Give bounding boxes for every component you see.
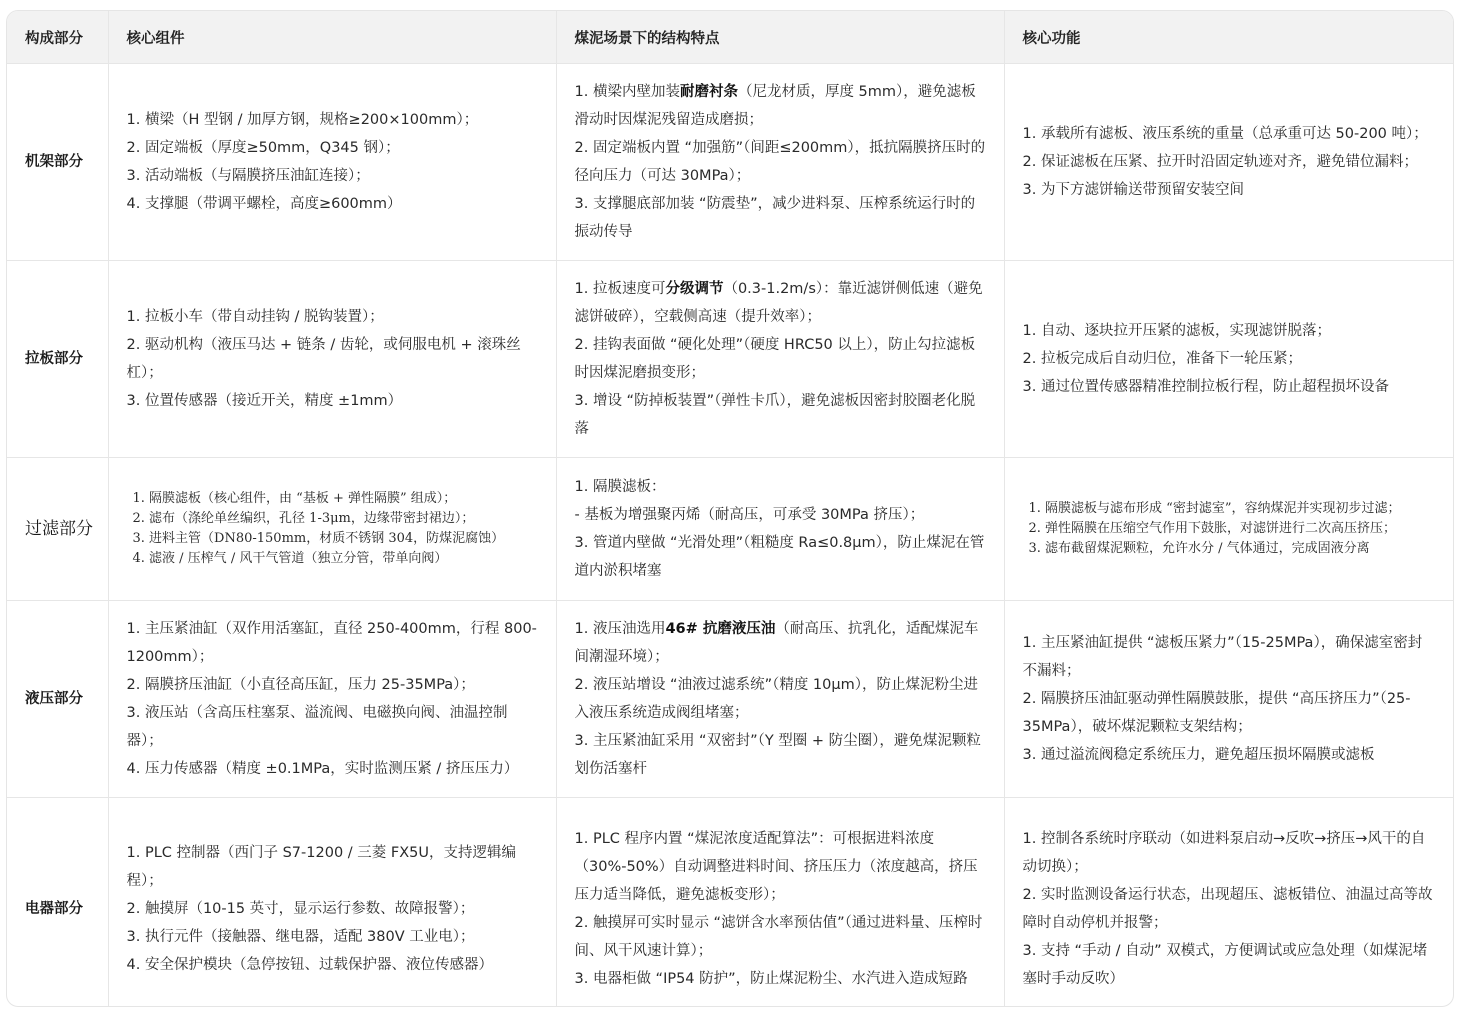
component-item: 4. 支撑腿（带调平螺栓，高度≥600mm） (126, 196, 402, 212)
function-item: 3. 为下方滤饼输送带预留安装空间 (1022, 182, 1244, 198)
functions-cell (1004, 458, 1453, 601)
function-item: 3. 滤布截留煤泥颗粒，允许水分 / 气体通过，完成固液分离 (1028, 541, 1370, 556)
function-item: 1. 主压紧油缸提供 “滤板压紧力”（15-25MPa），确保滤室密封不漏料； (1022, 635, 1423, 679)
function-item: 2. 弹性隔膜在压缩空气作用下鼓胀，对滤饼进行二次高压挤压； (1028, 521, 1397, 536)
part-name: 电器部分 (7, 798, 108, 1008)
feature-item (575, 275, 986, 331)
feature-text: （尼龙材质，厚度 5mm），避免滤板滑动时因煤泥残留造成磨损； (574, 84, 976, 128)
feature-emphasis: 分级调节 (665, 281, 724, 297)
components-cell (108, 261, 556, 458)
feature-item: 3. 管道内壁做 “光滑处理”（粗糙度 Ra≤0.8μm），防止煤泥在管道内淤积堵塞 (574, 535, 985, 579)
component-item: 2. 固定端板（厚度≥50mm，Q345 钢）； (126, 140, 400, 156)
component-item: 3. 进料主管（DN80-150mm，材质不锈钢 304，防煤泥腐蚀） (132, 531, 505, 546)
feature-item: - 基板为增强聚丙烯（耐高压，可承受 30MPa 挤压）； (574, 507, 925, 523)
components-cell (108, 458, 556, 601)
header-part: 构成部分 (7, 11, 108, 64)
feature-item: 2. 液压站增设 “油液过滤系统”（精度 10μm），防止煤泥粉尘进入液压系统造成阀组堵塞； (574, 677, 978, 721)
feature-text: （耐高压、抗乳化，适配煤泥车间潮湿环境）； (574, 621, 979, 665)
features-cell (556, 458, 1004, 601)
part-name: 机架部分 (7, 64, 108, 261)
feature-item (575, 615, 986, 671)
component-item: 3. 位置传感器（接近开关，精度 ±1mm） (126, 393, 403, 409)
function-item: 3. 支持 “手动 / 自动” 双模式，方便调试或应急处理（如煤泥堵塞时手动反吹） (1022, 942, 1428, 987)
function-item: 2. 隔膜挤压油缸驱动弹性隔膜鼓胀，提供 “高压挤压力”（25-35MPa），破坏煤泥颗粒支架结构； (1022, 691, 1411, 735)
table-row (7, 64, 1453, 261)
feature-text: 1. 横梁内壁加装 (574, 84, 680, 100)
functions-cell (1004, 601, 1453, 798)
table-row (7, 798, 1453, 1008)
function-item: 2. 实时监测设备运行状态，出现超压、滤板错位、油温过高等故障时自动停机并报警； (1022, 886, 1433, 931)
component-item: 1. 横梁（H 型钢 / 加厚方钢，规格≥200×100mm）； (126, 112, 479, 128)
components-cell (108, 601, 556, 798)
component-item: 4. 压力传感器（精度 ±0.1MPa，实时监测压紧 / 挤压压力） (126, 761, 519, 777)
component-item: 3. 活动端板（与隔膜挤压油缸连接）； (126, 168, 370, 184)
function-item: 1. 承载所有滤板、液压系统的重量（总承重可达 50-200 吨）； (1022, 126, 1428, 142)
feature-text: 1. 拉板速度可 (574, 281, 666, 297)
component-item: 3. 液压站（含高压柱塞泵、溢流阀、电磁换向阀、油温控制器）； (126, 705, 508, 749)
function-item: 3. 通过溢流阀稳定系统压力，避免超压损坏隔膜或滤板 (1022, 747, 1375, 763)
function-item: 2. 拉板完成后自动归位，准备下一轮压紧； (1022, 351, 1302, 367)
filter-press-component-table (7, 11, 1453, 1007)
features-cell (556, 64, 1004, 261)
component-item: 2. 滤布（涤纶单丝编织，孔径 1-3μm，边缘带密封裙边）； (132, 511, 475, 526)
header-functions: 核心功能 (1004, 11, 1453, 64)
components-cell (108, 64, 556, 261)
feature-item: 3. 主压紧油缸采用 “双密封”（Y 型圈 + 防尘圈），避免煤泥颗粒划伤活塞杆 (574, 733, 981, 777)
feature-emphasis: 46# 抗磨液压油 (665, 621, 776, 637)
function-item: 1. 控制各系统时序联动（如进料泵启动→反吹→挤压→风干的自动切换）； (1022, 830, 1426, 875)
components-cell (108, 798, 556, 1008)
part-name: 液压部分 (7, 601, 108, 798)
feature-item: 1. PLC 程序内置 “煤泥浓度适配算法”：可根据进料浓度（30%-50%）自动调整进料时间、挤压压力（浓度越高，挤压压力适当降低，避免滤板变形）； (574, 830, 978, 903)
functions-cell (1004, 798, 1453, 1008)
feature-text: 1. 液压油选用 (574, 621, 666, 637)
function-item: 1. 隔膜滤板与滤布形成 “密封滤室”，容纳煤泥并实现初步过滤； (1028, 501, 1401, 516)
table-row (7, 261, 1453, 458)
table-body (7, 64, 1453, 1008)
feature-item: 2. 挂钩表面做 “硬化处理”（硬度 HRC50 以上），防止勾拉滤板时因煤泥磨损变形； (574, 337, 976, 381)
header-features: 煤泥场景下的结构特点 (556, 11, 1004, 64)
features-cell (556, 261, 1004, 458)
component-item: 1. 隔膜滤板（核心组件，由 “基板 + 弹性隔膜” 组成）； (132, 491, 457, 506)
component-table-container (6, 10, 1454, 1007)
table-row (7, 601, 1453, 798)
table-header (7, 11, 1453, 64)
feature-emphasis: 耐磨衬条 (679, 84, 738, 100)
features-cell (556, 798, 1004, 1008)
feature-text: （0.3-1.2m/s）：靠近滤饼侧低速（避免滤饼破碎），空载侧高速（提升效率）； (574, 281, 983, 325)
component-item: 2. 触摸屏（10-15 英寸，显示运行参数、故障报警）； (126, 900, 475, 917)
component-item: 1. 拉板小车（带自动挂钩 / 脱钩装置）； (126, 309, 384, 325)
functions-cell (1004, 261, 1453, 458)
component-item: 1. 主压紧油缸（双作用活塞缸，直径 250-400mm，行程 800-1200mm）； (126, 621, 537, 665)
feature-item: 3. 增设 “防掉板装置”（弹性卡爪），避免滤板因密封胶圈老化脱落 (574, 393, 976, 437)
header-row (7, 11, 1453, 64)
component-item: 2. 隔膜挤压油缸（小直径高压缸，压力 25-35MPa）； (126, 677, 475, 693)
component-item: 1. PLC 控制器（西门子 S7-1200 / 三菱 FX5U，支持逻辑编程）； (126, 844, 516, 889)
table-row (7, 458, 1453, 601)
feature-item: 2. 固定端板内置 “加强筋”（间距≤200mm），抵抗隔膜挤压时的径向压力（可达 30MPa）； (574, 140, 986, 184)
header-components: 核心组件 (108, 11, 556, 64)
feature-item: 2. 触摸屏可实时显示 “滤饼含水率预估值”（通过进料量、压榨时间、风干风速计算）； (574, 914, 983, 959)
component-item: 4. 滤液 / 压榨气 / 风干气管道（独立分管，带单向阀） (132, 551, 448, 566)
feature-item: 1. 隔膜滤板： (574, 479, 666, 495)
component-item: 3. 执行元件（接触器、继电器，适配 380V 工业电）； (126, 928, 475, 945)
function-item: 1. 自动、逐块拉开压紧的滤板，实现滤饼脱落； (1022, 323, 1331, 339)
function-item: 3. 通过位置传感器精准控制拉板行程，防止超程损坏设备 (1022, 379, 1389, 395)
part-name: 拉板部分 (7, 261, 108, 458)
feature-item: 3. 支撑腿底部加装 “防震垫”，减少进料泵、压榨系统运行时的振动传导 (574, 196, 976, 240)
component-item: 2. 驱动机构（液压马达 + 链条 / 齿轮，或伺服电机 + 滚珠丝杠）； (126, 337, 521, 381)
feature-item (575, 78, 986, 134)
component-item: 4. 安全保护模块（急停按钮、过载保护器、液位传感器） (126, 956, 493, 973)
part-name: 过滤部分 (7, 458, 108, 601)
features-cell (556, 601, 1004, 798)
feature-item: 3. 电器柜做 “IP54 防护”，防止煤泥粉尘、水汽进入造成短路 (574, 970, 968, 987)
functions-cell (1004, 64, 1453, 261)
function-item: 2. 保证滤板在压紧、拉开时沿固定轨迹对齐，避免错位漏料； (1022, 154, 1418, 170)
